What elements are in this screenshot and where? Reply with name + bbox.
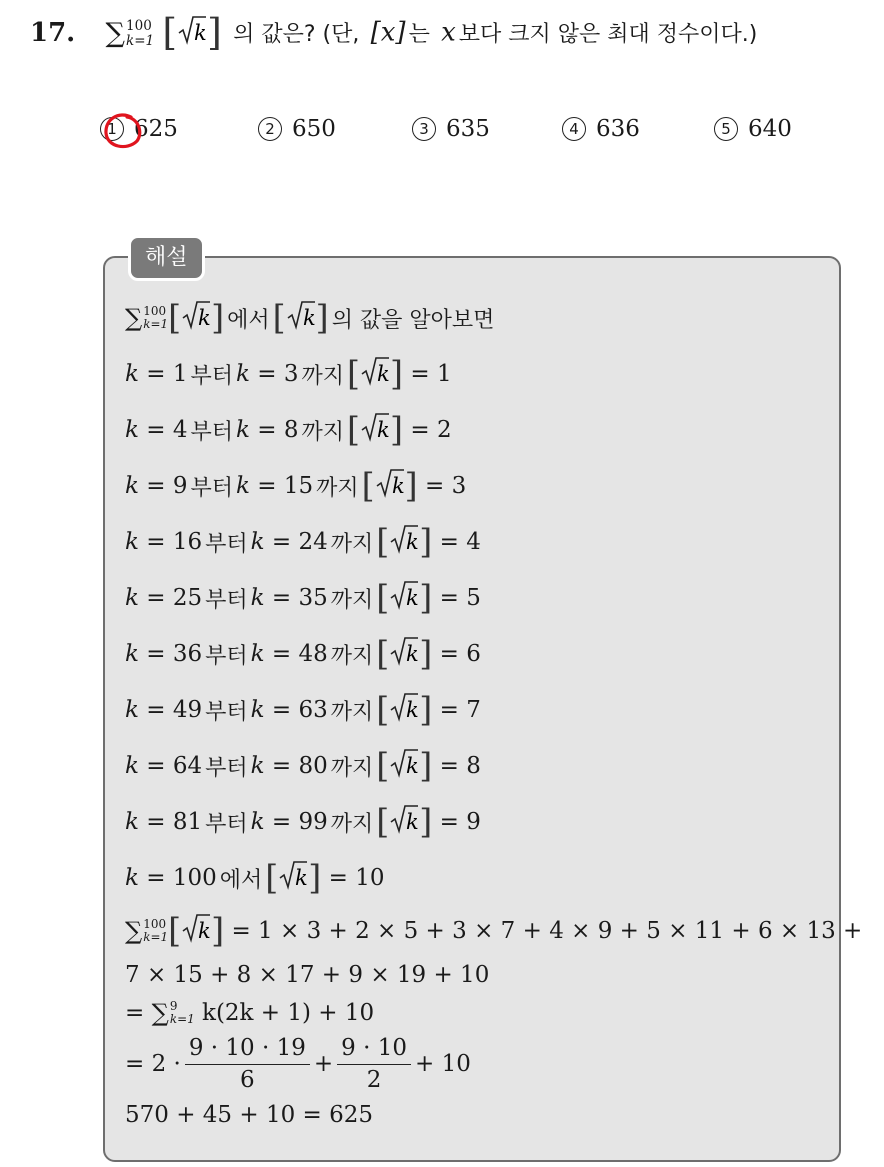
floor-bracket-left: [ — [168, 911, 182, 951]
floor-bracket-right: ] — [419, 522, 433, 562]
summation-limits: 9 k=1 — [169, 999, 195, 1026]
range-line: k = 16 부터 k = 24 까지 [ k ] = 4 — [125, 522, 481, 562]
floor-bracket-right: ] — [315, 298, 329, 338]
answer-choices — [100, 116, 840, 156]
choice-2[interactable] — [258, 116, 336, 142]
floor-bracket-right: ] — [419, 802, 433, 842]
last-range-line: k = 100 에서 [ k ] = 10 — [125, 858, 385, 898]
floor-bracket-right: ] — [419, 634, 433, 674]
choice-number: 1 — [100, 117, 124, 141]
sqrt-k — [181, 299, 211, 337]
floor-bracket-right: ] — [390, 354, 404, 394]
sigma-formula-line: = ∑ 9 k=1 k(2k + 1) + 10 — [125, 999, 375, 1027]
bracket-x: [x] — [370, 17, 406, 48]
svg-text:k: k — [198, 306, 211, 330]
svg-text:k: k — [406, 698, 420, 722]
floor-bracket-left: [ — [272, 298, 286, 338]
floor-bracket-right: ] — [211, 298, 225, 338]
sqrt-k — [375, 467, 405, 505]
floor-bracket-left: [ — [361, 466, 375, 506]
svg-text:k: k — [406, 810, 420, 834]
summation-limits: 100 k=1 — [143, 917, 169, 944]
svg-text:k: k — [406, 642, 420, 666]
question-line — [30, 10, 760, 55]
sqrt-k — [360, 411, 390, 449]
svg-text:k: k — [295, 866, 309, 890]
choice-value: 650 — [292, 116, 336, 142]
floor-bracket-right: ] — [211, 911, 225, 951]
summation — [106, 18, 155, 49]
svg-text:k: k — [391, 474, 405, 498]
question-text: 의 값은? (단, — [233, 21, 360, 47]
svg-text:k: k — [198, 919, 211, 943]
svg-text:k: k — [302, 306, 316, 330]
summation — [125, 917, 168, 945]
range-line: k = 64 부터 k = 80 까지 [ k ] = 8 — [125, 746, 481, 786]
sqrt-k — [389, 803, 419, 841]
solution-body — [125, 290, 863, 1134]
question-particle: 는 — [408, 21, 430, 47]
svg-text:k: k — [377, 418, 390, 442]
choice-number: 3 — [412, 117, 436, 141]
range-line: k = 4 부터 k = 8 까지 [ k ] = 2 — [125, 410, 452, 450]
floor-bracket-right: ] — [390, 410, 404, 450]
sum-lower: k=1 — [126, 32, 155, 49]
floor-bracket-left: [ — [376, 578, 390, 618]
svg-text:k: k — [194, 21, 207, 45]
sigma-symbol: ∑ — [125, 304, 143, 332]
solution-tag: 해설 — [128, 235, 205, 281]
choice-4[interactable] — [562, 116, 640, 142]
range-line: k = 81 부터 k = 99 까지 [ k ] = 9 — [125, 802, 481, 842]
sqrt-k — [389, 635, 419, 673]
choice-1[interactable] — [100, 116, 178, 142]
expansion-line-2: 7 × 15 + 8 × 17 + 9 × 19 + 10 — [125, 962, 490, 988]
sqrt-k — [389, 523, 419, 561]
floor-bracket-right: ] — [419, 746, 433, 786]
summation-limits: 100 k=1 — [143, 304, 169, 331]
floor-bracket-left: [ — [376, 802, 390, 842]
choice-value: 636 — [596, 116, 640, 142]
range-line: k = 9 부터 k = 15 까지 [ k ] = 3 — [125, 466, 467, 506]
range-line: k = 49 부터 k = 63 까지 [ k ] = 7 — [125, 690, 481, 730]
sqrt-k — [389, 747, 419, 785]
floor-bracket-left: [ — [347, 410, 361, 450]
sqrt-k — [177, 14, 207, 53]
floor-bracket-left: [ — [168, 298, 182, 338]
svg-text:k: k — [377, 362, 390, 386]
range-line: k = 36 부터 k = 48 까지 [ k ] = 6 — [125, 634, 481, 674]
fraction-2: $\frac{9 \cdot 10}{2}$ — [337, 1035, 411, 1093]
sqrt-k — [389, 579, 419, 617]
floor-bracket-right: ] — [308, 858, 322, 898]
question-number: 17. — [30, 17, 76, 48]
floor-bracket-right: ] — [419, 578, 433, 618]
sigma-symbol: ∑ — [105, 18, 125, 49]
choice-number: 4 — [562, 117, 586, 141]
floor-bracket-left: [ — [376, 746, 390, 786]
floor-bracket-right: ] — [419, 690, 433, 730]
sigma-symbol: ∑ — [151, 999, 169, 1027]
question-tail: 보다 크지 않은 최대 정수이다.) — [458, 21, 758, 47]
choice-value: 640 — [748, 116, 792, 142]
floor-bracket-left: [ — [376, 522, 390, 562]
floor-bracket-right: ] — [207, 10, 222, 55]
choice-number: 5 — [714, 117, 738, 141]
final-answer-line: 570 + 45 + 10 = 625 — [125, 1102, 374, 1128]
sqrt-k — [389, 691, 419, 729]
fraction-line: = 2 · $\frac{9 \cdot 10 \cdot 19}{6}$ + $\frac{9 \cdot 10}{2}$ + 10 — [125, 1035, 471, 1093]
floor-bracket-left: [ — [347, 354, 361, 394]
svg-text:k: k — [406, 754, 420, 778]
choice-3[interactable] — [412, 116, 490, 142]
floor-bracket-left: [ — [162, 10, 178, 55]
sqrt-k — [360, 355, 390, 393]
choice-value: 625 — [134, 116, 178, 142]
fraction-1: $\frac{9 \cdot 10 \cdot 19}{6}$ — [185, 1035, 310, 1093]
summation-limits — [126, 19, 154, 47]
sigma-symbol: ∑ — [125, 917, 143, 945]
floor-bracket-left: [ — [376, 634, 390, 674]
floor-bracket-left: [ — [265, 858, 279, 898]
summation — [152, 999, 195, 1027]
sqrt-k — [286, 299, 316, 337]
range-line: k = 1 부터 k = 3 까지 [ k ] = 1 — [125, 354, 452, 394]
var-x: x — [441, 17, 456, 48]
sqrt-k — [181, 912, 211, 950]
choice-number: 2 — [258, 117, 282, 141]
floor-bracket-left: [ — [376, 690, 390, 730]
summation — [125, 304, 168, 332]
choice-value: 635 — [446, 116, 490, 142]
sum-upper: 100 — [126, 18, 152, 35]
solution-intro: ∑ 100 k=1 [ k ] 에서 [ k ] 의 값을 알아보면 — [125, 298, 495, 338]
floor-bracket-right: ] — [404, 466, 418, 506]
svg-text:k: k — [406, 530, 420, 554]
svg-text:k: k — [406, 586, 420, 610]
expansion-line-1: ∑ 100 k=1 [ k ] = 1 × 3 + 2 × 5 + 3 × 7 + 4 × 9 + 5 × 11 + 6 × 13 + — [125, 911, 863, 951]
range-line: k = 25 부터 k = 35 까지 [ k ] = 5 — [125, 578, 481, 618]
sqrt-k — [278, 859, 308, 897]
selected-mark-circle — [101, 111, 145, 153]
choice-5[interactable] — [714, 116, 792, 142]
